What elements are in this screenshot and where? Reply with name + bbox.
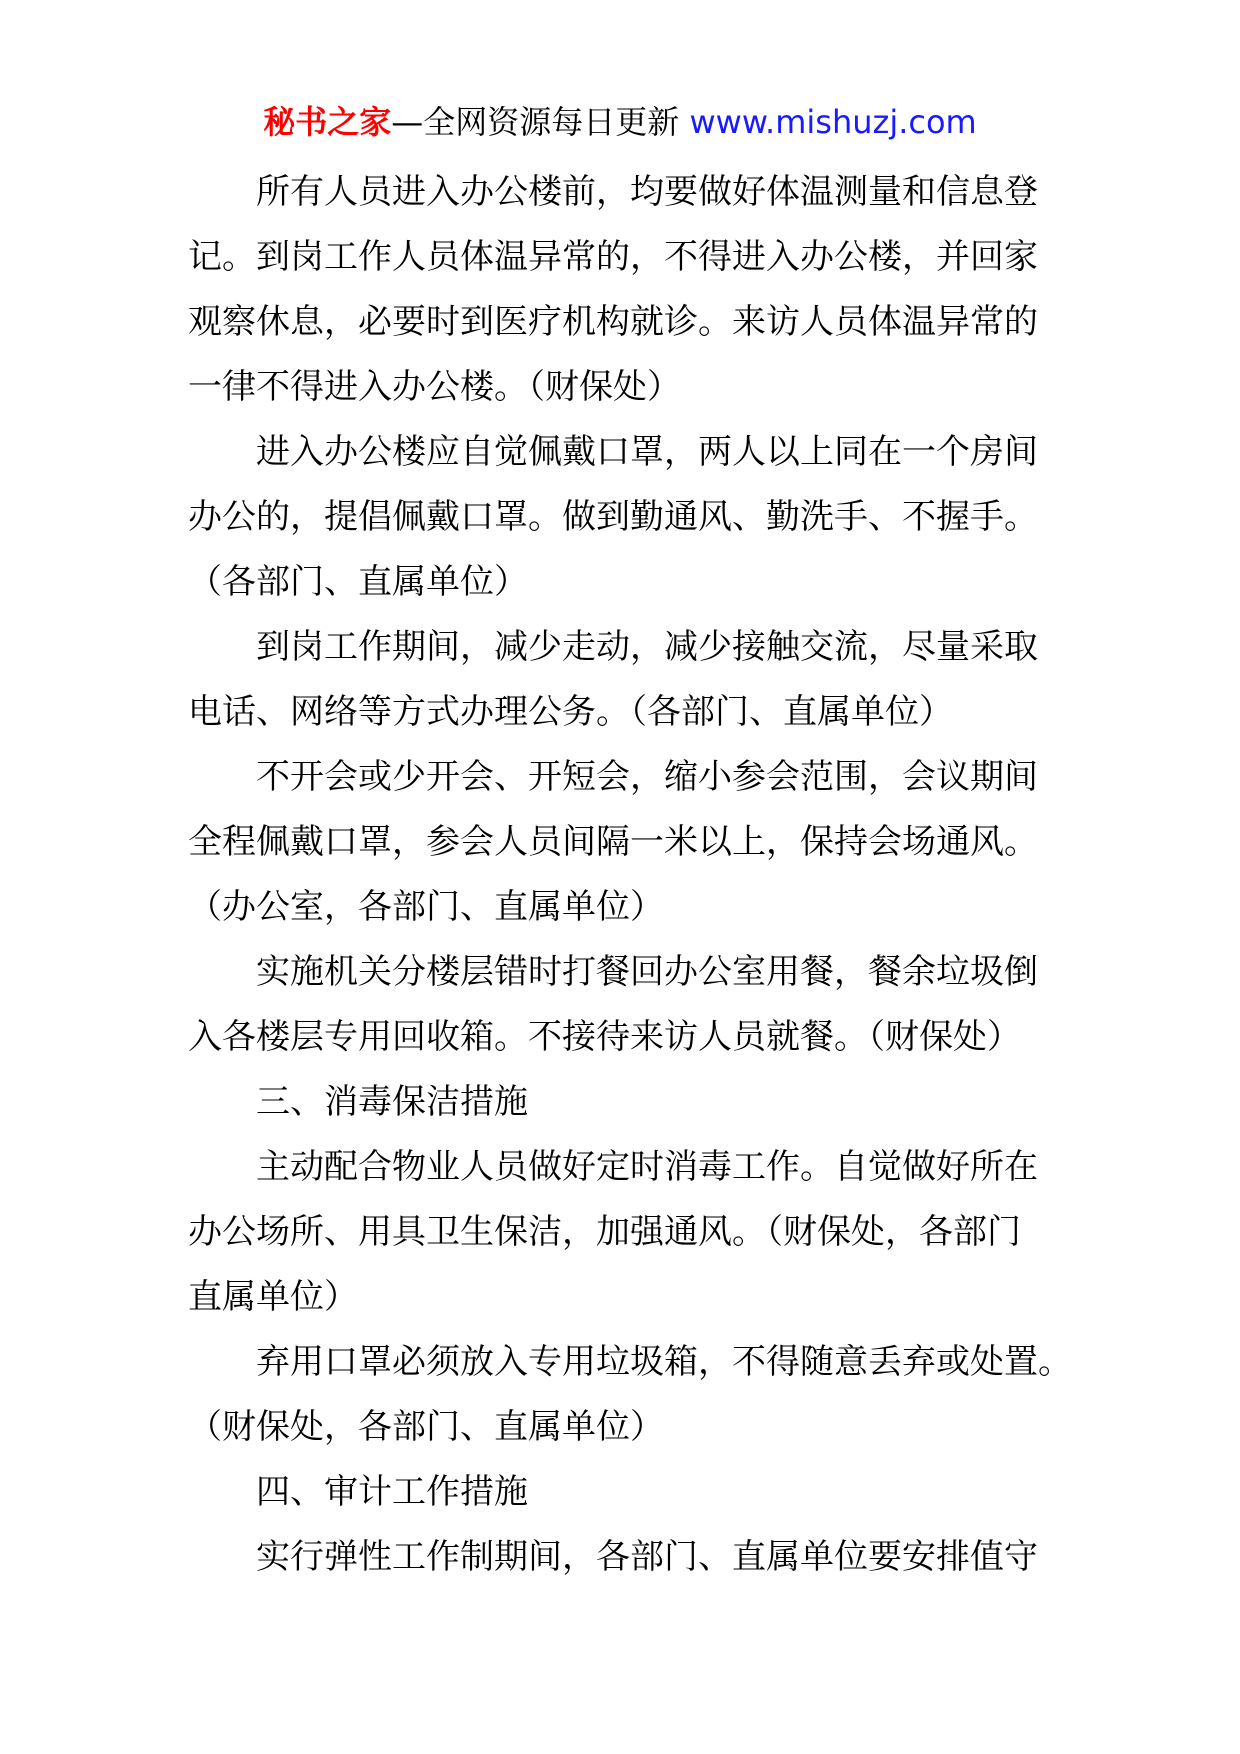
paragraph-line: 实行弹性工作制期间，各部门、直属单位要安排值守 (256, 1537, 1038, 1577)
paragraph-line: 到岗工作期间，减少走动，减少接触交流，尽量采取 (256, 627, 1038, 667)
paragraph-7 (188, 1330, 1072, 1460)
paragraph-line: 入各楼层专用回收箱。不接待来访人员就餐。（财保处） (188, 1017, 1021, 1057)
paragraph-line: 主动配合物业人员做好定时消毒工作。自觉做好所在 (256, 1147, 1038, 1187)
paragraph-line: 电话、网络等方式办理公务。（各部门、直属单位） (188, 692, 953, 732)
section-heading-disinfection (188, 1070, 1068, 1135)
header-brand: 秘书之家 (263, 103, 392, 141)
paragraph-line: 直属单位） (188, 1277, 358, 1317)
section-heading: 四、审计工作措施 (256, 1472, 528, 1512)
paragraph-line: 不开会或少开会、开短会，缩小参会范围，会议期间 (256, 757, 1038, 797)
section-heading-audit (188, 1460, 1068, 1525)
paragraph-5 (188, 940, 1068, 1070)
paragraph-4 (188, 745, 1068, 940)
paragraph-3 (188, 615, 1068, 745)
paragraph-line: 观察休息，必要时到医疗机构就诊。来访人员体温异常的 (188, 302, 1038, 342)
paragraph-line: 记。到岗工作人员体温异常的，不得进入办公楼，并回家 (188, 237, 1038, 277)
paragraph-6 (188, 1135, 1068, 1330)
paragraph-line: 所有人员进入办公楼前，均要做好体温测量和信息登 (256, 172, 1038, 212)
paragraph-line: 全程佩戴口罩，参会人员间隔一米以上，保持会场通风。 (188, 822, 1038, 862)
paragraph-line: （财保处，各部门、直属单位） (188, 1407, 664, 1447)
paragraph-line: （办公室，各部门、直属单位） (188, 887, 664, 927)
header-slogan: —全网资源每日更新 (391, 103, 690, 141)
paragraph-line: 弃用口罩必须放入专用垃圾箱，不得随意丢弃或处置。 (256, 1342, 1072, 1382)
paragraph-line: 办公的，提倡佩戴口罩。做到勤通风、勤洗手、不握手。 (188, 497, 1038, 537)
paragraph-1 (188, 160, 1068, 420)
page-header (0, 100, 1240, 144)
section-heading: 三、消毒保洁措施 (256, 1082, 528, 1122)
paragraph-line: 办公场所、用具卫生保洁，加强通风。（财保处，各部门 (188, 1212, 1021, 1252)
header-site-link[interactable]: www.mishuzj.com (689, 103, 977, 141)
paragraph-line: 一律不得进入办公楼。（财保处） (188, 367, 681, 407)
paragraph-line: （各部门、直属单位） (188, 562, 528, 602)
paragraph-line: 进入办公楼应自觉佩戴口罩，两人以上同在一个房间 (256, 432, 1038, 472)
document-body (188, 160, 1072, 1590)
paragraph-8 (188, 1525, 1068, 1590)
paragraph-line: 实施机关分楼层错时打餐回办公室用餐，餐余垃圾倒 (256, 952, 1038, 992)
paragraph-2 (188, 420, 1068, 615)
